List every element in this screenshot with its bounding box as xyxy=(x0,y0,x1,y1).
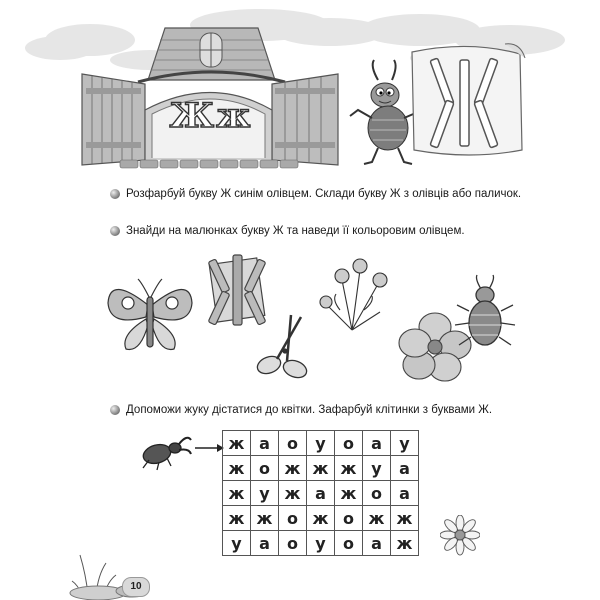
daisy-icon xyxy=(440,515,480,560)
grid-cell[interactable]: а xyxy=(391,456,419,481)
task-1-text: Розфарбуй букву Ж синім олівцем. Склади букву Ж з олівців або паличок. xyxy=(126,188,522,200)
grid-cell[interactable]: ж xyxy=(223,506,251,531)
task-1 xyxy=(110,188,521,200)
grid-cell[interactable]: о xyxy=(363,481,391,506)
grid-row xyxy=(223,431,419,456)
grid-cell[interactable]: ж xyxy=(307,506,335,531)
grid-cell[interactable]: ж xyxy=(223,456,251,481)
grid-cell[interactable]: у xyxy=(223,531,251,556)
gate-right-door xyxy=(272,74,338,165)
grid-cell[interactable]: а xyxy=(363,431,391,456)
grid-cell[interactable]: о xyxy=(279,506,307,531)
grid-cell[interactable]: о xyxy=(279,431,307,456)
grid-cell[interactable]: а xyxy=(251,431,279,456)
grid-cell[interactable]: о xyxy=(251,456,279,481)
wooden-letter-zhe-icon xyxy=(208,255,266,325)
grid-cell[interactable]: ж xyxy=(223,481,251,506)
grid-cell[interactable]: а xyxy=(251,531,279,556)
flowers-bouquet-icon xyxy=(320,259,387,330)
beetle-character-icon xyxy=(350,60,418,164)
grid-cell[interactable]: у xyxy=(363,456,391,481)
grid-cell[interactable]: а xyxy=(391,481,419,506)
letter-card xyxy=(412,44,525,155)
grid-cell[interactable]: ж xyxy=(251,506,279,531)
gate-left-door xyxy=(82,74,145,165)
stag-beetle-icon xyxy=(141,438,191,470)
bullet-icon xyxy=(110,405,120,415)
grid-cell[interactable]: а xyxy=(307,481,335,506)
grid-cell[interactable]: ж xyxy=(335,481,363,506)
task-2-text: Знайди на малюнках букву Ж та наведи її кольоровим олівцем. xyxy=(126,225,465,237)
letter-grid xyxy=(222,430,419,556)
grid-cell[interactable]: ж xyxy=(391,506,419,531)
grid-cell[interactable]: а xyxy=(363,531,391,556)
grid-cell[interactable]: о xyxy=(335,431,363,456)
grid-row xyxy=(223,506,419,531)
task-3-text: Допоможи жуку дістатися до квітки. Зафарбуй клітинки з буквами Ж. xyxy=(126,404,493,416)
grid-row xyxy=(223,456,419,481)
task-3 xyxy=(110,404,492,416)
stag-beetle-with-arrow xyxy=(135,432,225,472)
bullet-icon xyxy=(110,226,120,236)
grid-row xyxy=(223,481,419,506)
scissors-icon xyxy=(255,315,309,381)
grid-row xyxy=(223,531,419,556)
grid-cell[interactable]: у xyxy=(307,531,335,556)
grid-cell[interactable]: у xyxy=(391,431,419,456)
grid-cell[interactable]: у xyxy=(251,481,279,506)
grid-cell[interactable]: ж xyxy=(335,456,363,481)
grid-cell[interactable]: о xyxy=(279,531,307,556)
grid-cell[interactable]: у xyxy=(307,431,335,456)
page-number: 10 xyxy=(122,577,150,597)
bullet-icon xyxy=(110,189,120,199)
grid-cell[interactable]: ж xyxy=(223,431,251,456)
task-2 xyxy=(110,225,465,237)
grid-cell[interactable]: ж xyxy=(279,481,307,506)
grid-cell[interactable]: ж xyxy=(391,531,419,556)
flower-icon xyxy=(399,313,471,381)
butterfly-icon xyxy=(108,279,192,350)
gate-letters: Жж xyxy=(169,96,253,136)
grid-cell[interactable]: ж xyxy=(307,456,335,481)
grid-cell[interactable]: о xyxy=(335,531,363,556)
grid-cell[interactable]: ж xyxy=(279,456,307,481)
grid-cell[interactable]: о xyxy=(335,506,363,531)
header-illustration xyxy=(0,0,600,185)
pictures-row xyxy=(100,245,540,385)
grid-cell[interactable]: ж xyxy=(363,506,391,531)
arrow-right-icon xyxy=(195,444,224,452)
